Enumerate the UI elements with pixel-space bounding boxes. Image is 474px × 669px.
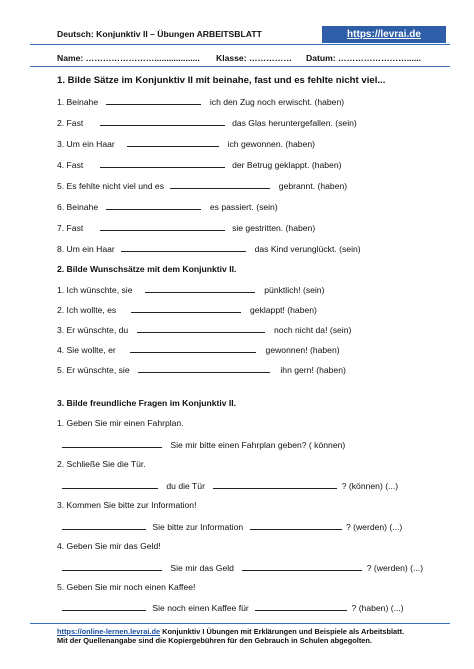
exercise-prompt: 4. Geben Sie mir das Geld! bbox=[57, 541, 161, 551]
answer-blank[interactable] bbox=[130, 344, 256, 353]
exercise-item: 6. Beinahe es passiert. (sein) bbox=[57, 202, 278, 212]
exercise-item: Sie mir das Geld ? (werden) (...) bbox=[62, 562, 423, 574]
exercise-item: 1. Beinahe ich den Zug noch erwischt. (haben) bbox=[57, 97, 345, 107]
answer-blank[interactable] bbox=[213, 480, 337, 489]
exercise-item: 5. Er wünschte, sie ihn gern! (haben) bbox=[57, 365, 346, 375]
exercise-item: 4. Sie wollte, er gewonnen! (haben) bbox=[57, 345, 340, 355]
name-rule bbox=[30, 66, 450, 67]
answer-blank[interactable] bbox=[242, 562, 362, 571]
section2-heading: 2. Bilde Wunschsätze mit dem Konjunktiv II. bbox=[57, 264, 237, 274]
exercise-item: Sie bitte zur Information ? (werden) (...) bbox=[62, 521, 402, 533]
answer-blank[interactable] bbox=[121, 243, 246, 252]
answer-blank[interactable] bbox=[100, 117, 225, 126]
answer-blank[interactable] bbox=[62, 602, 146, 611]
exercise-item: 2. Fast das Glas heruntergefallen. (sein) bbox=[57, 118, 357, 128]
answer-blank[interactable] bbox=[170, 180, 270, 189]
exercise-item: 3. Er wünschte, du noch nicht da! (sein) bbox=[57, 325, 352, 335]
exercise-prompt: 3. Kommen Sie bitte zur Information! bbox=[57, 500, 197, 510]
exercise-item: 2. Ich wollte, es geklappt! (haben) bbox=[57, 305, 317, 315]
answer-blank[interactable] bbox=[106, 201, 201, 210]
footer-line-2: Mit der Quellenangabe sind die Kopiergebühren für den Gebrauch in Schulen abgegolten. bbox=[57, 636, 372, 645]
klasse-field-label: Klasse: …………… bbox=[216, 53, 292, 63]
footer-rule bbox=[30, 623, 450, 624]
answer-blank[interactable] bbox=[250, 521, 342, 530]
exercise-item: 4. Fast der Betrug geklappt. (haben) bbox=[57, 160, 342, 170]
footer-line-1: https://online-lernen.levrai.de Konjunktiv I Übungen mit Erklärungen und Beispiele als Arbeitsblatt. bbox=[57, 627, 405, 636]
answer-blank[interactable] bbox=[100, 222, 225, 231]
answer-blank[interactable] bbox=[145, 284, 255, 293]
brand-link[interactable]: https://levrai.de bbox=[322, 26, 446, 43]
exercise-item: 1. Ich wünschte, sie pünktlich! (sein) bbox=[57, 285, 325, 295]
answer-blank[interactable] bbox=[106, 96, 201, 105]
exercise-prompt: 5. Geben Sie mir noch einen Kaffee! bbox=[57, 582, 196, 592]
exercise-prompt: 2. Schließe Sie die Tür. bbox=[57, 459, 146, 469]
datum-field-label: Datum: ……………………...... bbox=[306, 53, 422, 63]
section3-heading: 3. Bilde freundliche Fragen im Konjunktiv II. bbox=[57, 398, 237, 408]
worksheet-title: Deutsch: Konjunktiv II – Übungen ARBEITSBLATT bbox=[57, 29, 262, 39]
name-field-label: Name: ……………………................... bbox=[57, 53, 200, 63]
exercise-prompt: 1. Geben Sie mir einen Fahrplan. bbox=[57, 418, 184, 428]
answer-blank[interactable] bbox=[62, 439, 162, 448]
header-rule bbox=[30, 44, 450, 45]
exercise-item: 5. Es fehlte nicht viel und es gebrannt. (haben) bbox=[57, 181, 348, 191]
exercise-item: 3. Um ein Haar ich gewonnen. (haben) bbox=[57, 139, 316, 149]
answer-blank[interactable] bbox=[255, 602, 347, 611]
section1-heading: 1. Bilde Sätze im Konjunktiv II mit beinahe, fast und es fehlte nicht viel... bbox=[57, 75, 386, 86]
exercise-item: 8. Um ein Haar das Kind verunglückt. (sein) bbox=[57, 244, 361, 254]
footer-link[interactable]: https://online-lernen.levrai.de bbox=[57, 627, 161, 636]
answer-blank[interactable] bbox=[62, 562, 162, 571]
exercise-item: du die Tür ? (können) (...) bbox=[62, 480, 398, 492]
answer-blank[interactable] bbox=[131, 304, 241, 313]
answer-blank[interactable] bbox=[62, 521, 146, 530]
answer-blank[interactable] bbox=[137, 324, 265, 333]
answer-blank[interactable] bbox=[138, 364, 270, 373]
exercise-item: Sie mir bitte einen Fahrplan geben? ( können) bbox=[62, 439, 345, 451]
answer-blank[interactable] bbox=[127, 138, 219, 147]
answer-blank[interactable] bbox=[62, 480, 158, 489]
exercise-item: 7. Fast sie gestritten. (haben) bbox=[57, 223, 316, 233]
answer-blank[interactable] bbox=[100, 159, 225, 168]
exercise-item: Sie noch einen Kaffee für ? (haben) (...) bbox=[62, 602, 404, 614]
